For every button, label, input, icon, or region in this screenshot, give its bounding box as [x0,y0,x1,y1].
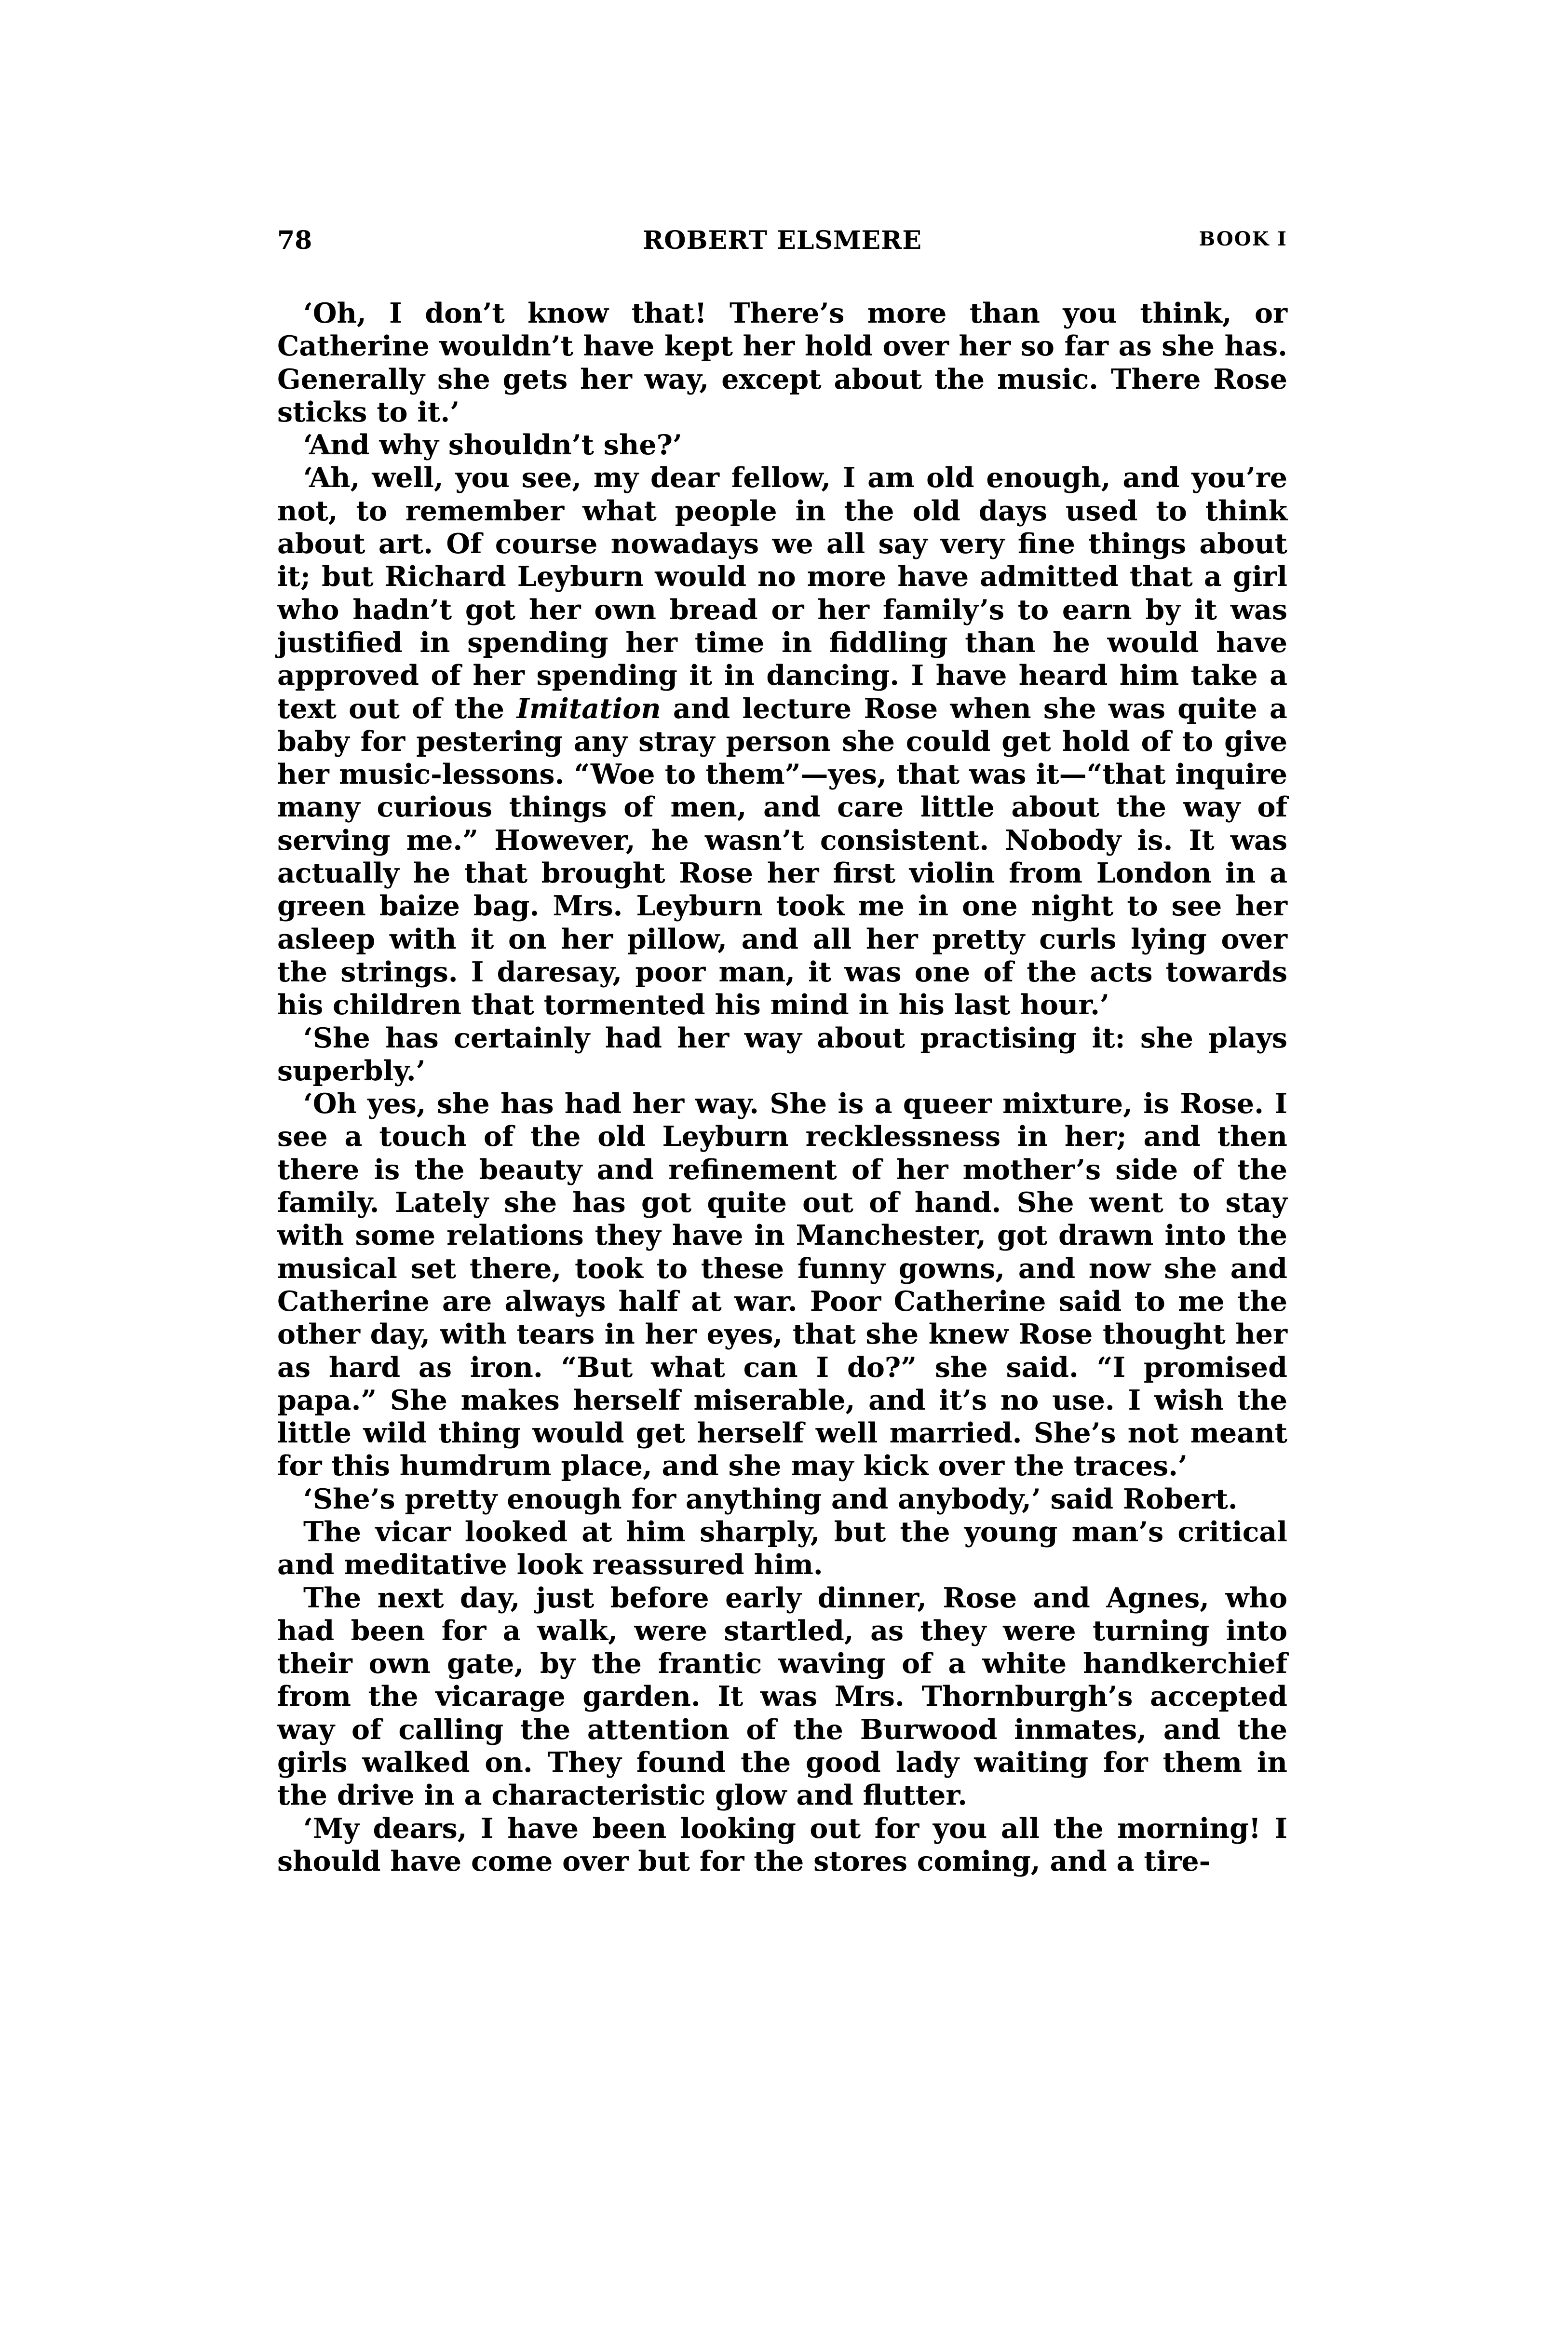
running-title: ROBERT ELSMERE [643,226,922,255]
imitation-title: Imitation [516,692,661,725]
paragraph-3-end: and lecture Rose when she was quite a baby for pestering any stray person she could get hold of to give her music-lessons. “Woe to them”—yes, that was it—“that inquire many curious things of men, and care little about the way of serving me.” However, he wasn’t consistent. Nobody is. It was actually he that brought Rose her first violin from London in a green baize bag. Mrs. Leyburn took me in one night to see her asleep with it on her pillow, and all her pretty curls lying over the strings. I daresay, poor man, it was one of the acts towards his children that tormented his mind in his last hour.’ [277,692,1287,1021]
paragraph-2: ‘And why shouldn’t she?’ [303,429,682,462]
running-header [277,226,1287,264]
paragraph-7: The vicar looked at him sharply, but the young man’s critical and meditative look reassured him. [277,1515,1287,1581]
paragraph-3 [277,462,1287,1021]
page-body [277,297,1287,1878]
paragraph-9: ‘My dears, I have been looking out for you all the morning! I should have come over but for the stores coming, and a tire- [277,1812,1287,1877]
book-label: BOOK I [1199,228,1287,250]
page-number: 78 [277,226,312,255]
paragraph-3-start: ‘Ah, well, you see, my dear fellow, I am old enough, and you’re not, to remember what people in the old days used to think about art. Of course nowadays we all say very fine things about it; but Richard Leyburn would no more have admitted that a girl who hadn’t got her own bread or her family’s to earn by it was justified in spending her time in fiddling than he would have approved of her spending it in dancing. I have heard him take a text out of the [277,462,1287,725]
paragraph-4: ‘She has certainly had her way about practising it: she plays superbly.’ [277,1021,1287,1087]
paragraph-1: ‘Oh, I don’t know that! There’s more than you think, or Catherine wouldn’t have kept her hold over her so far as she has. Generally she gets her way, except about the music. There Rose sticks to it.’ [277,297,1287,428]
paragraph-5: ‘Oh yes, she has had her way. She is a queer mixture, is Rose. I see a touch of the old Leyburn recklessness in her; and then there is the beauty and refinement of her mother’s side of the family. Lately she has got quite out of hand. She went to stay with some relations they have in Manchester, got drawn into the musical set there, took to these funny gowns, and now she and Catherine are always half at war. Poor Catherine said to me the other day, with tears in her eyes, that she knew Rose thought her as hard as iron. “But what can I do?” she said. “I promised papa.” She makes herself miserable, and it’s no use. I wish the little wild thing would get herself well married. She’s not meant for this humdrum place, and she may kick over the traces.’ [277,1088,1287,1482]
paragraph-8: The next day, just before early dinner, Rose and Agnes, who had been for a walk, were startled, as they were turning into their own gate, by the frantic waving of a white handkerchief from the vicarage garden. It was Mrs. Thornburgh’s accepted way of calling the attention of the Burwood inmates, and the girls walked on. They found the good lady waiting for them in the drive in a characteristic glow and flutter. [277,1581,1287,1812]
paragraph-6: ‘She’s pretty enough for anything and anybody,’ said Robert. [303,1482,1238,1515]
